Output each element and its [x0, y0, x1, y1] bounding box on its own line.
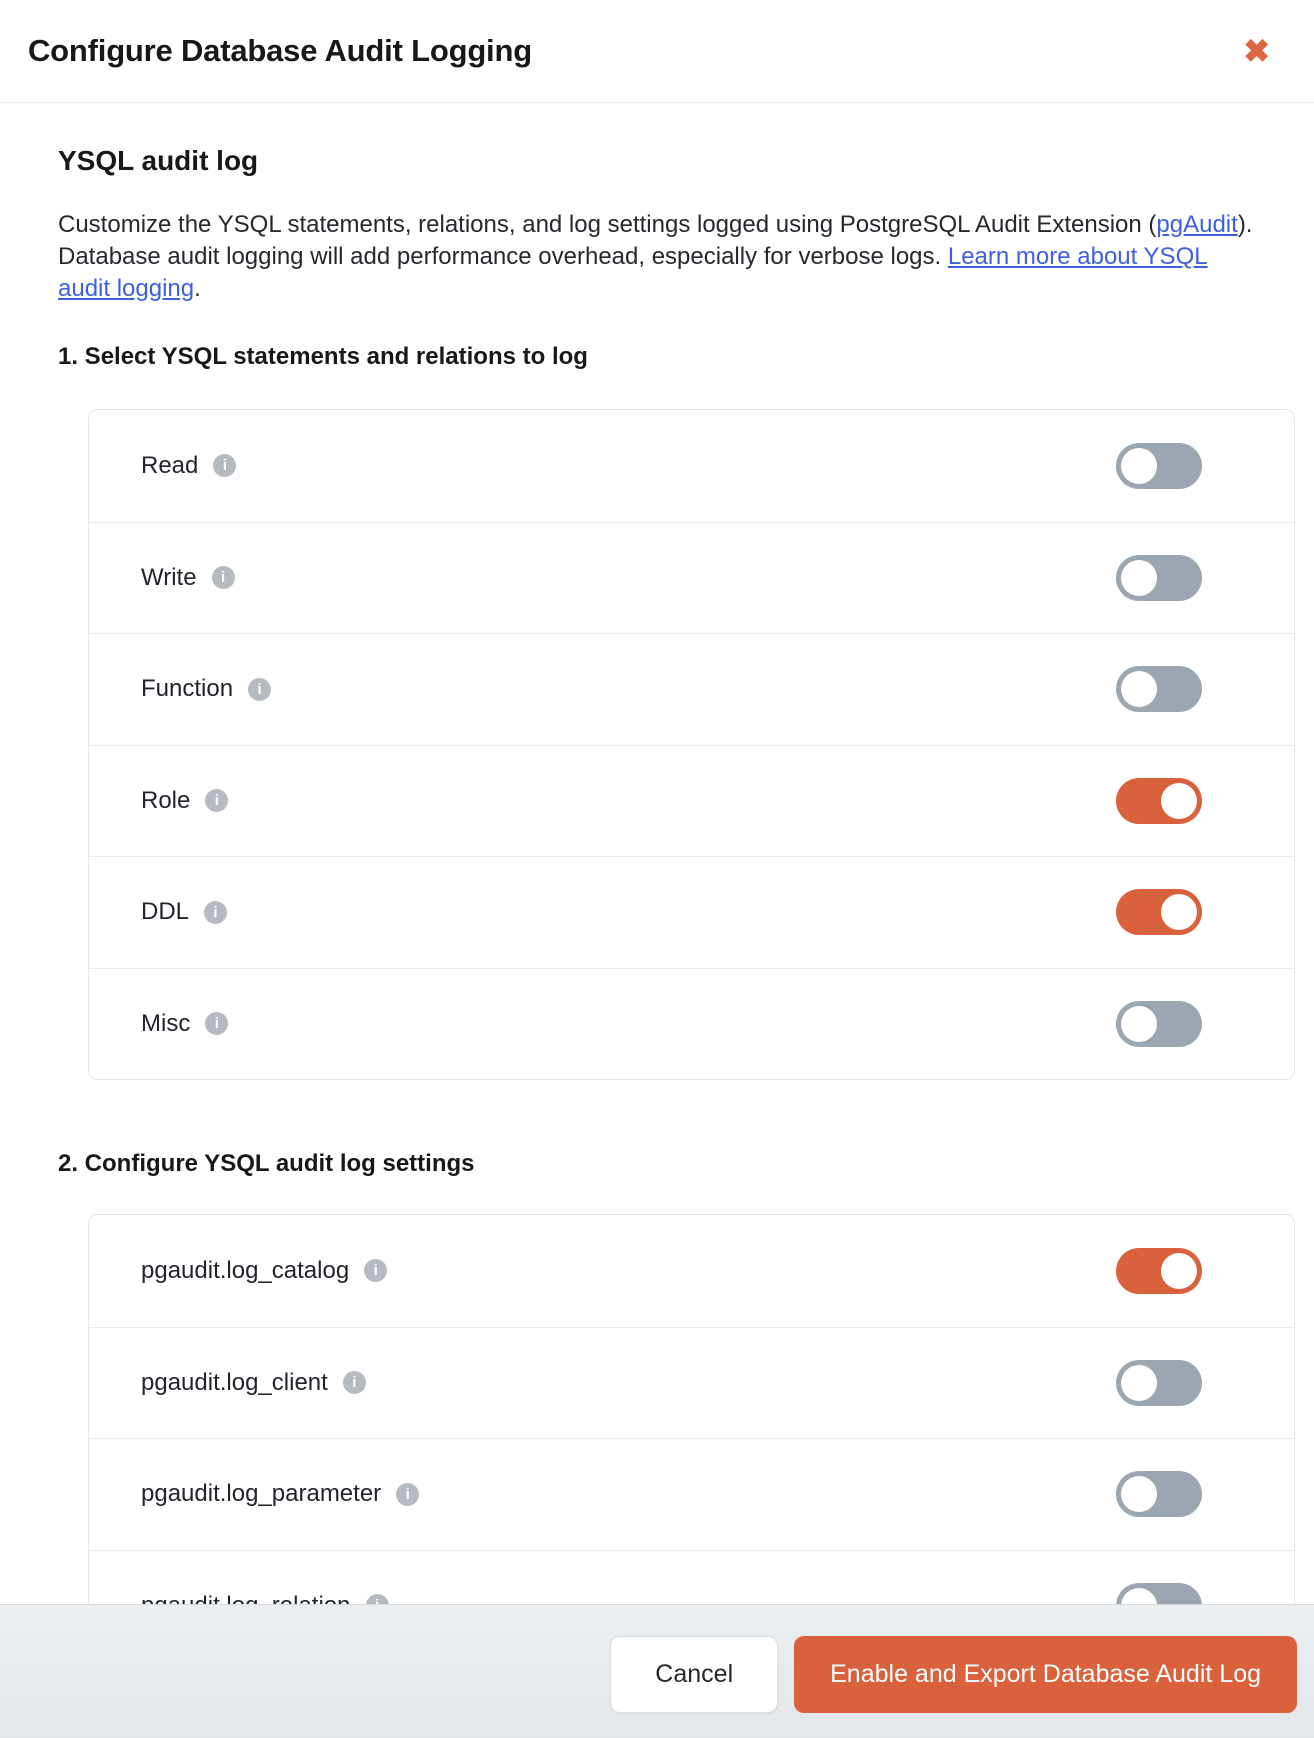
- modal-body: [0, 145, 1314, 1662]
- toggle-knob: [1161, 1253, 1197, 1289]
- toggle-switch[interactable]: [1116, 1248, 1202, 1294]
- toggle-row-log-catalog: [89, 1215, 1294, 1327]
- modal-footer: [0, 1604, 1314, 1738]
- toggle-row-write: [89, 522, 1294, 634]
- ysql-audit-log-heading: YSQL audit log: [58, 145, 259, 176]
- info-icon[interactable]: i: [205, 1012, 228, 1035]
- info-icon[interactable]: i: [204, 901, 227, 924]
- toggle-row-misc: [89, 968, 1294, 1080]
- toggle-switch[interactable]: [1116, 778, 1202, 824]
- toggle-row-ddl: [89, 856, 1294, 968]
- statements-card: [88, 409, 1295, 1080]
- info-icon[interactable]: i: [343, 1371, 366, 1394]
- settings-card: [88, 1214, 1295, 1662]
- toggle-knob: [1121, 1476, 1157, 1512]
- toggle-knob: [1161, 894, 1197, 930]
- pgaudit-link[interactable]: pgAudit: [1156, 211, 1238, 238]
- close-icon: ✖: [1243, 33, 1270, 69]
- toggle-switch[interactable]: [1116, 443, 1202, 489]
- toggle-switch[interactable]: [1116, 555, 1202, 601]
- toggle-switch[interactable]: [1116, 1471, 1202, 1517]
- toggle-row-label: Write: [141, 563, 197, 591]
- info-icon[interactable]: i: [213, 454, 236, 477]
- info-icon[interactable]: i: [364, 1259, 387, 1282]
- toggle-row-label: pgaudit.log_client: [141, 1368, 328, 1396]
- enable-export-button[interactable]: Enable and Export Database Audit Log: [794, 1636, 1297, 1713]
- toggle-row-read: [89, 410, 1294, 522]
- toggle-row-function: [89, 633, 1294, 745]
- cancel-button[interactable]: Cancel: [610, 1636, 778, 1713]
- description-text-2: ). Database audit logging will add performance overhead, especially for verbose logs.: [58, 211, 1253, 270]
- toggle-row-label: pgaudit.log_parameter: [141, 1480, 382, 1508]
- step2-heading: 2. Configure YSQL audit log settings: [58, 1150, 475, 1177]
- toggle-row-label: Misc: [141, 1009, 191, 1037]
- toggle-knob: [1121, 560, 1157, 596]
- toggle-switch[interactable]: [1116, 889, 1202, 935]
- step1-heading: 1. Select YSQL statements and relations to log: [58, 343, 588, 370]
- toggle-knob: [1121, 1006, 1157, 1042]
- toggle-switch[interactable]: [1116, 666, 1202, 712]
- close-button[interactable]: [1239, 31, 1274, 71]
- modal-title: Configure Database Audit Logging: [28, 33, 532, 68]
- info-icon[interactable]: i: [248, 678, 271, 701]
- toggle-row-label: Role: [141, 786, 191, 814]
- toggle-row-role: [89, 745, 1294, 857]
- description-text-1: Customize the YSQL statements, relations, and log settings logged using PostgreSQL Audit Extension (: [58, 211, 1157, 238]
- info-icon[interactable]: i: [205, 789, 228, 812]
- learn-more-link[interactable]: Learn more about YSQL audit logging: [58, 243, 1208, 302]
- toggle-row-label: pgaudit.log_catalog: [141, 1256, 350, 1284]
- modal-header: [0, 0, 1314, 103]
- toggle-knob: [1161, 783, 1197, 819]
- info-icon[interactable]: i: [396, 1483, 419, 1506]
- toggle-switch[interactable]: [1116, 1360, 1202, 1406]
- toggle-knob: [1121, 671, 1157, 707]
- toggle-row-log-parameter: [89, 1438, 1294, 1550]
- description-text-3: .: [194, 275, 201, 302]
- toggle-row-label: Read: [141, 451, 199, 479]
- toggle-knob: [1121, 448, 1157, 484]
- info-icon[interactable]: i: [212, 566, 235, 589]
- toggle-switch[interactable]: [1116, 1001, 1202, 1047]
- toggle-row-label: DDL: [141, 898, 190, 926]
- toggle-knob: [1121, 1365, 1157, 1401]
- toggle-row-log-client: [89, 1327, 1294, 1439]
- toggle-row-label: Function: [141, 675, 234, 703]
- audit-log-description: [58, 209, 1256, 305]
